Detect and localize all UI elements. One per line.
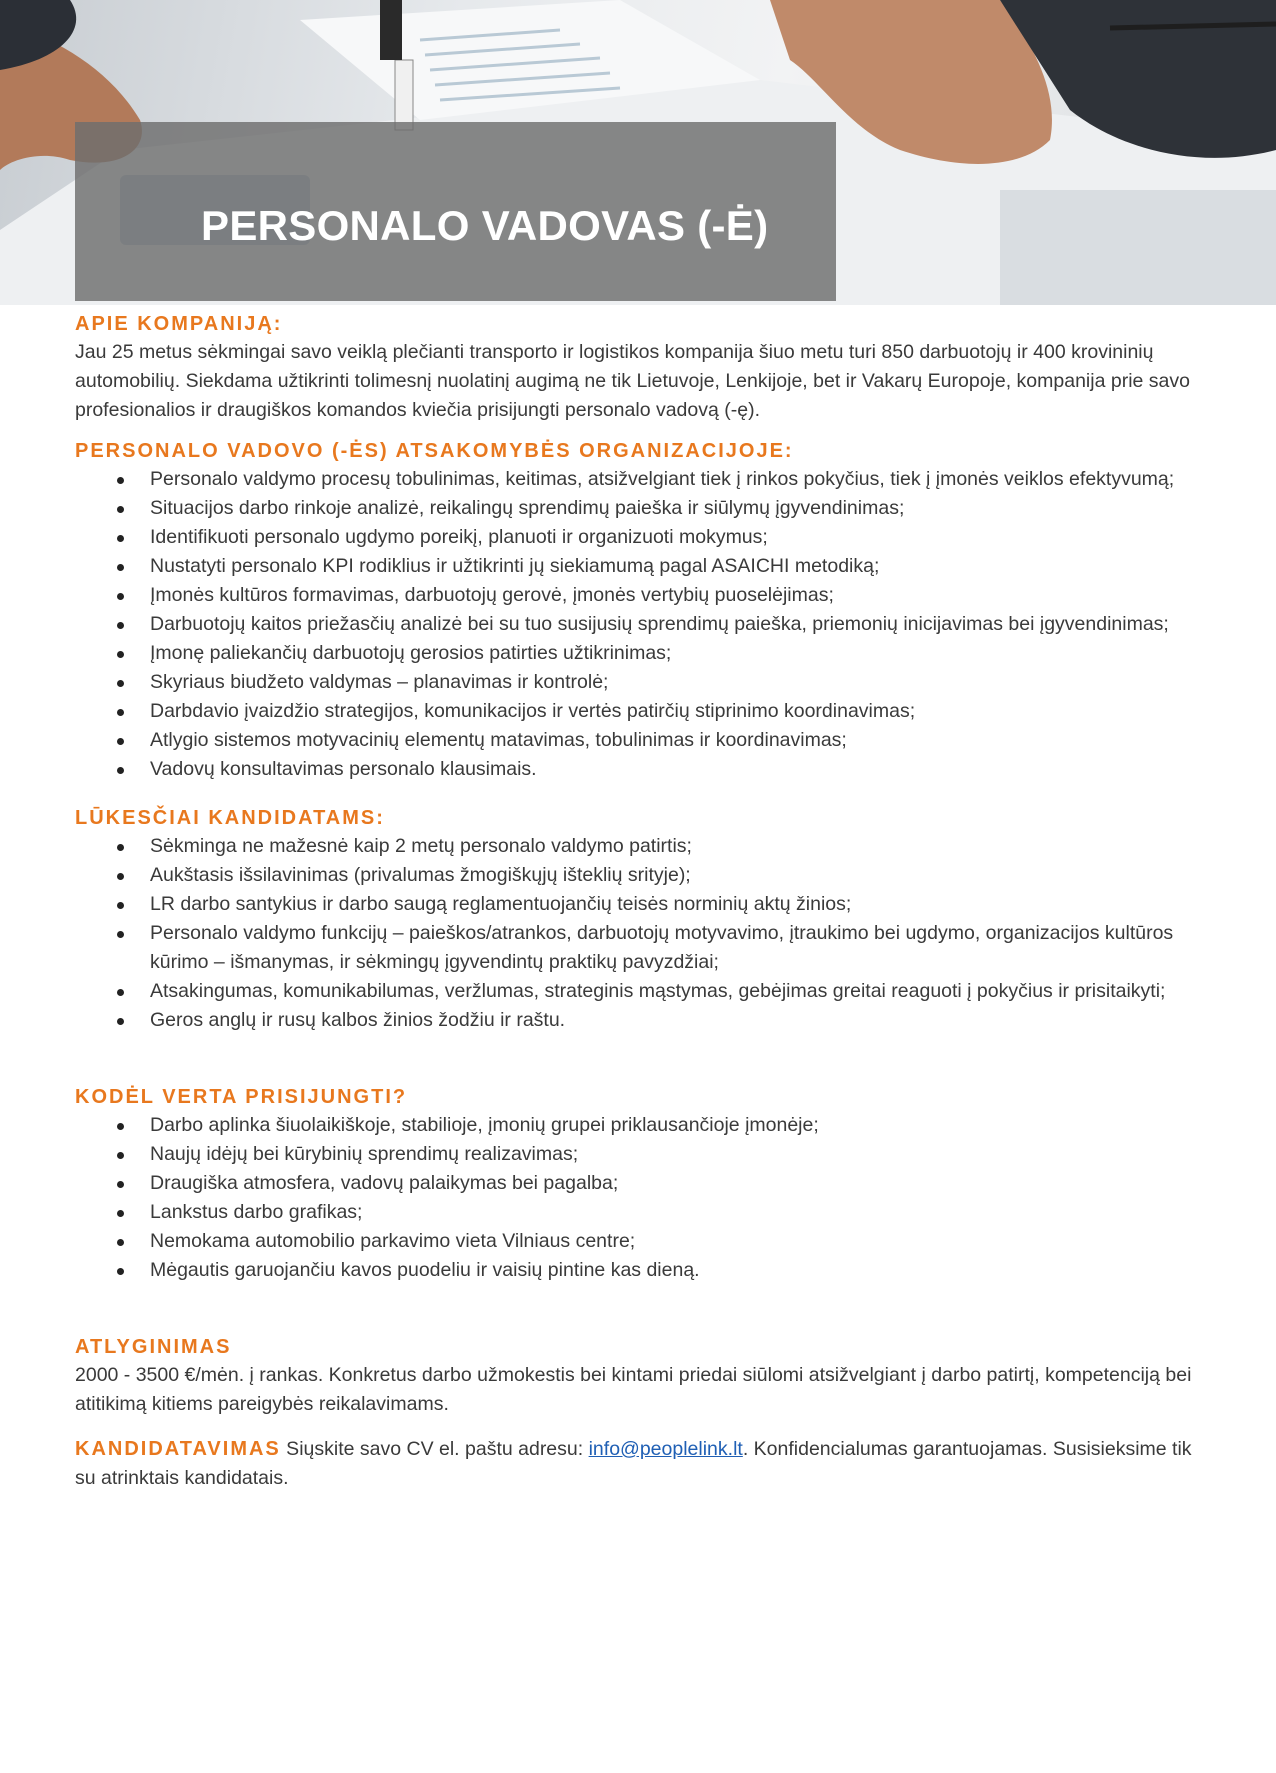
about-heading: APIE KOMPANIJĄ: [75, 313, 283, 335]
expectations-section [75, 804, 1205, 1035]
bullet-icon [117, 767, 124, 774]
bullet-icon [117, 1181, 124, 1188]
list-item: LR darbo santykius ir darbo saugą reglamentuojančių teisės norminių aktų žinios; [75, 890, 1205, 919]
bullet-icon [117, 989, 124, 996]
why-join-section [75, 1083, 1205, 1285]
application-section [75, 1435, 1205, 1493]
about-section [75, 310, 1205, 425]
bullet-icon [117, 651, 124, 658]
bullet-icon [117, 1239, 124, 1246]
salary-text: 2000 - 3500 €/mėn. į rankas. Konkretus darbo užmokestis bei kintami priedai siūlomi atsižvelgiant į darbo patirtį, kompetenciją bei atitikimą kitiems pareigybės reikalavimams. [75, 1364, 1192, 1415]
list-item: Atlygio sistemos motyvacinių elementų matavimas, tobulinimas ir koordinavimas; [75, 726, 1205, 755]
email-link[interactable]: info@peoplelink.lt [588, 1438, 743, 1460]
salary-section [75, 1333, 1205, 1419]
bullet-icon [117, 1268, 124, 1275]
list-item: Įmonės kultūros formavimas, darbuotojų gerovė, įmonės vertybių puoselėjimas; [75, 581, 1205, 610]
bullet-icon [117, 477, 124, 484]
bullet-icon [117, 738, 124, 745]
list-item: Sėkminga ne mažesnė kaip 2 metų personalo valdymo patirtis; [75, 832, 1205, 861]
bullet-icon [117, 709, 124, 716]
responsibilities-section [75, 437, 1205, 784]
application-heading: KANDIDATAVIMAS [75, 1438, 281, 1460]
about-text: Jau 25 metus sėkmingai savo veiklą plečianti transporto ir logistikos kompanija šiuo metu turi 850 darbuotojų ir 400 krovininių automobilių. Siekdama užtikrinti tolimesnį nuolatinį augimą ne tik Lietuvoje, Lenkijoje, bet ir Vakarų Europoje, kompanija prie savo profesionalios ir draugiškos komandos kviečia prisijungti personalo vadovą (-ę). [75, 341, 1190, 421]
list-item: Personalo valdymo funkcijų – paieškos/atrankos, darbuotojų motyvavimo, įtraukimo bei ugdymo, organizacijos kultūros kūrimo – išmanymas, ir sėkmingų įgyvendintų praktikų pavyzdžiai; [75, 919, 1205, 977]
bullet-icon [117, 873, 124, 880]
bullet-icon [117, 844, 124, 851]
bullet-icon [117, 1018, 124, 1025]
expectations-list [75, 832, 1205, 1035]
bullet-icon [117, 1210, 124, 1217]
list-item: Lankstus darbo grafikas; [75, 1198, 1205, 1227]
bullet-icon [117, 1123, 124, 1130]
list-item: Vadovų konsultavimas personalo klausimais. [75, 755, 1205, 784]
bullet-icon [117, 902, 124, 909]
list-item: Nemokama automobilio parkavimo vieta Vilniaus centre; [75, 1227, 1205, 1256]
responsibilities-heading: PERSONALO VADOVO (-ĖS) ATSAKOMYBĖS ORGANIZACIJOJE: [75, 440, 794, 462]
list-item: Aukštasis išsilavinimas (privalumas žmogiškųjų išteklių srityje); [75, 861, 1205, 890]
job-ad-content [75, 310, 1205, 1493]
application-text [75, 1435, 1205, 1493]
salary-heading: ATLYGINIMAS [75, 1336, 232, 1358]
bullet-icon [117, 593, 124, 600]
list-item: Draugiška atmosfera, vadovų palaikymas bei pagalba; [75, 1169, 1205, 1198]
title-banner [75, 122, 836, 301]
bullet-icon [117, 506, 124, 513]
expectations-heading: LŪKESČIAI KANDIDATAMS: [75, 807, 385, 829]
list-item: Naujų idėjų bei kūrybinių sprendimų realizavimas; [75, 1140, 1205, 1169]
list-item: Įmonę paliekančių darbuotojų gerosios patirties užtikrinimas; [75, 639, 1205, 668]
bullet-icon [117, 1152, 124, 1159]
application-text-before: Siųskite savo CV el. paštu adresu: [280, 1438, 589, 1460]
why-join-list [75, 1111, 1205, 1285]
bullet-icon [117, 564, 124, 571]
bullet-icon [117, 680, 124, 687]
list-item: Darbuotojų kaitos priežasčių analizė bei su tuo susijusių sprendimų paieška, priemonių inicijavimas bei įgyvendinimas; [75, 610, 1205, 639]
list-item: Personalo valdymo procesų tobulinimas, keitimas, atsižvelgiant tiek į rinkos pokyčius, tiek į įmonės veiklos efektyvumą; [75, 465, 1205, 494]
page-title: PERSONALO VADOVAS (-Ė) [201, 202, 769, 249]
list-item: Darbdavio įvaizdžio strategijos, komunikacijos ir vertės patirčių stiprinimo koordinavimas; [75, 697, 1205, 726]
list-item: Atsakingumas, komunikabilumas, veržlumas, strateginis mąstymas, gebėjimas greitai reaguoti į pokyčius ir prisitaikyti; [75, 977, 1205, 1006]
list-item: Mėgautis garuojančiu kavos puodeliu ir vaisių pintine kas dieną. [75, 1256, 1205, 1285]
list-item: Identifikuoti personalo ugdymo poreikį, planuoti ir organizuoti mokymus; [75, 523, 1205, 552]
list-item: Geros anglų ir rusų kalbos žinios žodžiu ir raštu. [75, 1006, 1205, 1035]
why-join-heading: KODĖL VERTA PRISIJUNGTI? [75, 1086, 408, 1108]
bullet-icon [117, 622, 124, 629]
list-item: Nustatyti personalo KPI rodiklius ir užtikrinti jų siekiamumą pagal ASAICHI metodiką; [75, 552, 1205, 581]
application-text-after: . Konfidencialumas garantuojamas. Susisieksime tik su atrinktais kandidatais. [75, 1438, 1192, 1489]
bullet-icon [117, 931, 124, 938]
responsibilities-list [75, 465, 1205, 784]
list-item: Darbo aplinka šiuolaikiškoje, stabilioje, įmonių grupei priklausančioje įmonėje; [75, 1111, 1205, 1140]
list-item: Skyriaus biudžeto valdymas – planavimas ir kontrolė; [75, 668, 1205, 697]
bullet-icon [117, 535, 124, 542]
list-item: Situacijos darbo rinkoje analizė, reikalingų sprendimų paieška ir siūlymų įgyvendinimas; [75, 494, 1205, 523]
header-photo [0, 0, 1276, 305]
